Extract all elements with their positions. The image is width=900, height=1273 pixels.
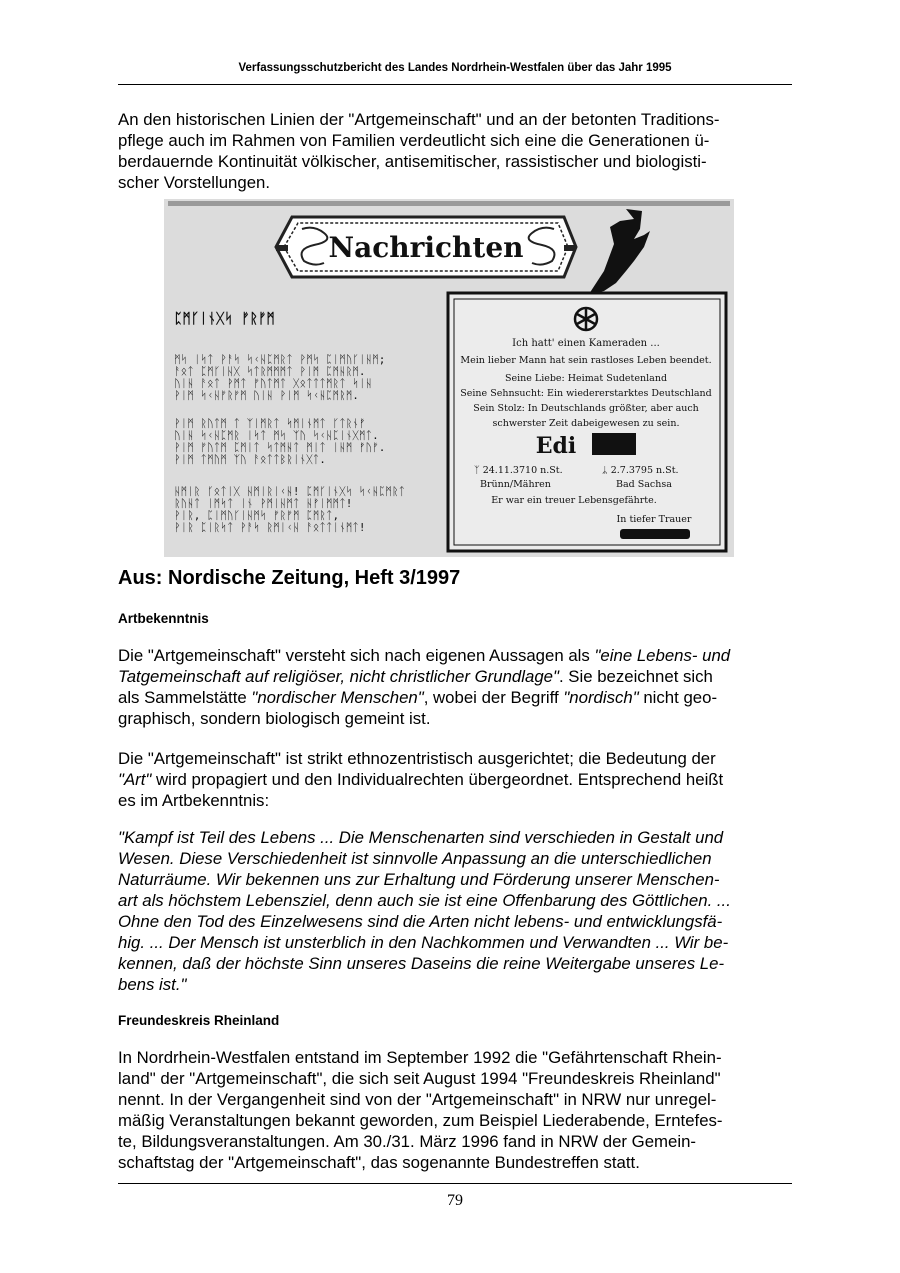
obituary-line: schwerster Zeit dabeigewesen zu sein. xyxy=(492,418,680,429)
rune-line: ᚹᛁᛗ ᚱᚢᛏᛗ ᛏ ᛉᛁᛗᚱᛏ ᛋᛗᛁᚾᛗᛏ ᚴᛏᚱᚾᚠ xyxy=(174,417,366,430)
rune-line: ᚹᛁᛗ ᚠᚢᛏᛗ ᛈᛗᛁᛏ ᛋᛏᛗᚺᛏ ᛗᛁᛏ ᛁᚺᛗ ᚠᚢᚠ. xyxy=(174,441,386,454)
mourning-line: In tiefer Trauer xyxy=(616,514,692,525)
text-line: als Sammelstätte "nordischer Menschen", wobei der Begriff "nordisch" nicht geo- xyxy=(118,688,718,707)
rune-line: ᛗᛋ ᛁᛋᛏ ᚹᚨᛋ ᛋᚲᚺᛈᛗᚱᛏ ᚹᛗᛋ ᛈᛁᛗᚢᚴᛁᚺᛗ; xyxy=(174,353,386,366)
redaction-bar xyxy=(592,433,636,455)
text-line: scher Vorstellungen. xyxy=(118,173,271,192)
text-line: bens ist." xyxy=(118,975,187,994)
footer-rule xyxy=(118,1183,792,1184)
obituary-line: Seine Liebe: Heimat Sudetenland xyxy=(504,373,668,384)
text-line: schaftstag der "Artgemeinschaft", das sogenannte Bundestreffen statt. xyxy=(118,1153,640,1172)
page-number: 79 xyxy=(447,1192,463,1209)
rune-line: ᚹᛁᛗ ᛋᚲᚺᚠᚱᚠᛗ ᚢᛁᚺ ᚹᛁᛗ ᛋᚲᚺᛈᛗᚱᛗ. xyxy=(174,389,359,402)
top-border-strip xyxy=(168,201,730,206)
redaction-bar xyxy=(620,529,690,539)
text-line: Naturräume. Wir bekennen uns zur Erhaltung und Förderung unserer Menschen- xyxy=(118,870,720,889)
figure-caption: Aus: Nordische Zeitung, Heft 3/1997 xyxy=(118,567,461,589)
paragraph-freundeskreis xyxy=(118,1047,788,1173)
text-line: Die "Artgemeinschaft" versteht sich nach eigenen Aussagen als "eine Lebens- und xyxy=(118,646,731,665)
newspaper-clipping-figure xyxy=(164,199,734,557)
deceased-name: Edi xyxy=(535,433,577,459)
rune-line: ᚹᛁᚱ, ᛈᛁᛗᚢᚴᛁᚺᛗᛋ ᚠᚱᚠᛗ ᛈᛗᚱᛏ, xyxy=(174,509,340,522)
obituary-line: Mein lieber Mann hat sein rastloses Leben beendet. xyxy=(460,355,712,366)
obituary-line: Ich hatt' einen Kameraden ... xyxy=(512,338,660,349)
text-line: hig. ... Der Mensch ist unsterblich in den Nachkommen und Verwandten ... Wir be- xyxy=(118,933,729,952)
text-line: kennen, daß der höchste Sinn unseres Daseins die reine Weitergabe unseres Le- xyxy=(118,954,725,973)
rune-line: ᚺᛗᛁᚱ ᚴᛟᛏᛁᚷ ᚺᛗᛁᚱᛁᚲᚺ! ᛈᛗᚴᛁᚾᚷᛋ ᛋᚲᚺᛈᛗᚱᛏ xyxy=(174,485,406,498)
rune-line: ᚢᛁᚺ ᛋᚲᚺᛈᛗᚱ ᛁᛋᛏ ᛗᛋ ᛉᚢ ᛋᚲᚺᛈᛁᚾᚷᛗᛏ. xyxy=(174,429,379,442)
text-line: Die "Artgemeinschaft" ist strikt ethnozentristisch ausgerichtet; die Bedeutung der xyxy=(118,749,716,768)
text-line: mäßig Veranstaltungen bekannt geworden, zum Beispiel Liederabende, Erntefes- xyxy=(118,1111,723,1130)
text-line: Ohne den Tod des Einzelwesens sind die Arten nicht lebens- und entwicklungsfä- xyxy=(118,912,723,931)
death-place: Bad Sachsa xyxy=(616,479,672,490)
running-header: Verfassungsschutzbericht des Landes Nordrhein-Westfalen über das Jahr 1995 xyxy=(238,62,672,74)
text-line: art als höchstem Lebensziel, denn auch sie ist eine Offenbarung des Göttlichen. ... xyxy=(118,891,731,910)
rune-heading: ᛈᛗᚴᛁᚾᚷᛋ ᚠᚱᚠᛗ xyxy=(174,311,275,327)
header-rule xyxy=(118,84,792,85)
paragraph-ethnocentrism xyxy=(118,748,788,811)
text-line: te, Bildungsveranstaltungen. Am 30./31. März 1996 fand in NRW der Gemein- xyxy=(118,1132,697,1151)
text-line: Wesen. Diese Verschiedenheit ist sinnvolle Anpassung an die unterschiedlichen xyxy=(118,849,712,868)
text-line: "Art" wird propagiert und den Individualrechten übergeordnet. Entsprechend heißt xyxy=(118,770,724,789)
rune-line: ᚢᛁᚺ ᚨᛟᛏ ᚹᛗᛏ ᚠᚢᛏᛗᛏ ᚷᛟᛏᛏᛏᛗᚱᛏ ᛋᛁᚺ xyxy=(174,377,373,390)
birth-date: ᛉ 24.11.3710 n.St. xyxy=(474,465,563,476)
text-line: In Nordrhein-Westfalen entstand im September 1992 die "Gefährtenschaft Rhein- xyxy=(118,1048,722,1067)
death-date: ᛦ 2.7.3795 n.St. xyxy=(602,465,679,476)
intro-paragraph xyxy=(118,109,788,193)
rune-line: ᚨᛟᛏ ᛈᛗᚴᛁᚺᚷ ᛋᛏᚱᛗᛗᛗᛏ ᚹᛁᛗ ᛈᛗᚺᚱᛗ. xyxy=(174,365,366,378)
text-line: An den historischen Linien der "Artgemeinschaft" und an der betonten Traditions- xyxy=(118,110,720,129)
section-heading: Artbekenntnis xyxy=(118,611,209,626)
text-line: pflege auch im Rahmen von Familien verdeutlicht sich eine die Generationen ü- xyxy=(118,131,710,150)
obituary-box xyxy=(448,293,726,551)
section-heading: Freundeskreis Rheinland xyxy=(118,1013,280,1028)
text-line: land" der "Artgemeinschaft", die sich seit August 1994 "Freundeskreis Rheinland" xyxy=(118,1069,721,1088)
obituary-line: Sein Stolz: In Deutschlands größter, aber auch xyxy=(473,403,699,414)
birth-place: Brünn/Mähren xyxy=(480,479,551,490)
rune-line: ᚹᛁᛗ ᛏᛗᚢᛗ ᛉᚢ ᚨᛟᛏᛏᛒᚱᛁᚾᚷᛏ. xyxy=(174,453,326,466)
text-line: nennt. In der Vergangenheit sind von der "Artgemeinschaft" in NRW nur unregel- xyxy=(118,1090,717,1109)
obituary-line: Seine Sehnsucht: Ein wiedererstarktes Deutschland xyxy=(460,388,712,399)
text-line: "Kampf ist Teil des Lebens ... Die Menschenarten sind verschieden in Gestalt und xyxy=(118,828,724,847)
banner-title: Nachrichten xyxy=(328,231,524,264)
rune-line: ᚱᚢᚺᛏ ᛁᛗᛋᛏ ᛁᚾ ᚹᛗᛁᚺᛗᛏ ᚺᚠᛁᛗᛗᛏ! xyxy=(174,497,353,510)
quote-artbekenntnis xyxy=(118,827,788,995)
obituary-line: Er war ein treuer Lebensgefährte. xyxy=(491,495,657,506)
text-line: graphisch, sondern biologisch gemeint ist. xyxy=(118,709,431,728)
text-line: berdauernde Kontinuität völkischer, antisemitischer, rassistischer und biologisti- xyxy=(118,152,707,171)
paragraph-self-definition xyxy=(118,645,788,729)
text-line: es im Artbekenntnis: xyxy=(118,791,270,810)
rune-line: ᚹᛁᚱ ᛈᛁᚱᛋᛏ ᚹᚨᛋ ᚱᛗᛁᚲᚺ ᚨᛟᛏᛏᛁᚾᛗᛏ! xyxy=(174,521,366,534)
text-line: Tatgemeinschaft auf religiöser, nicht christlicher Grundlage". Sie bezeichnet sich xyxy=(118,667,713,686)
